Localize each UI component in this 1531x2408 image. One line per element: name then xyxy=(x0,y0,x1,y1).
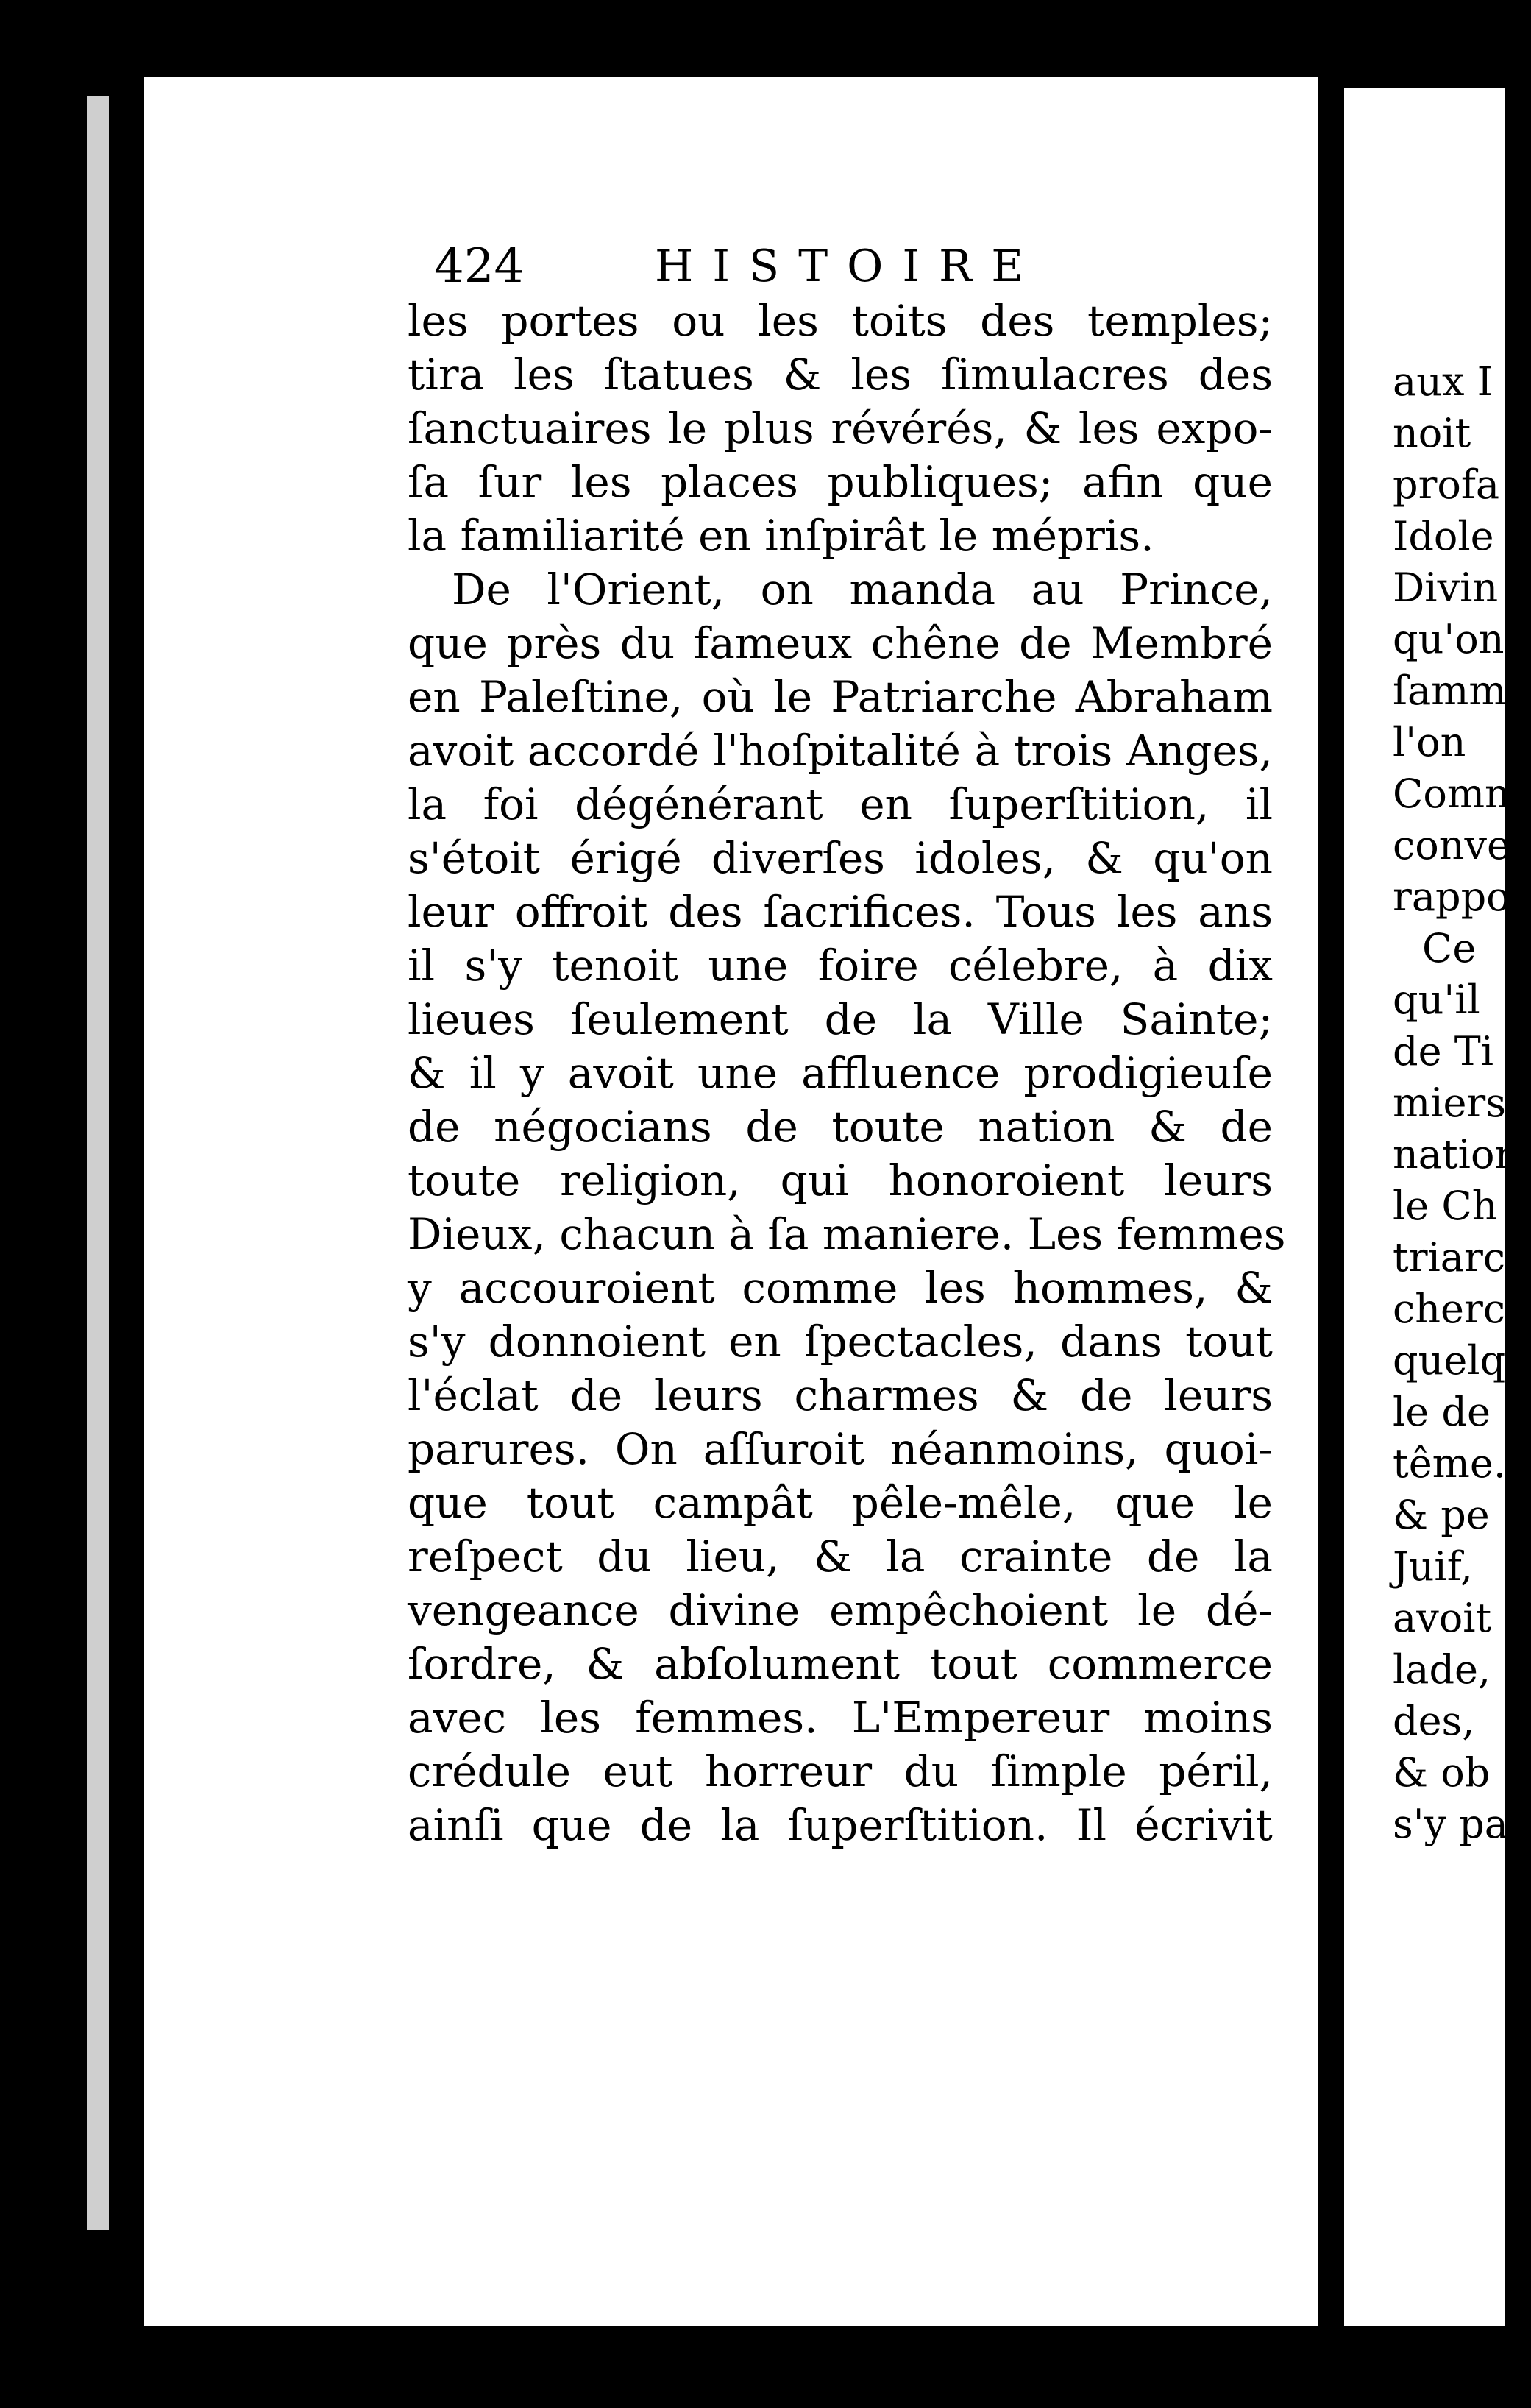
text-line: que près du fameux chêne de Membré xyxy=(408,618,1273,668)
text-line: De l'Orient, on manda au Prince, xyxy=(452,564,1273,615)
text-line: cherch xyxy=(1393,1286,1531,1332)
text-line: vengeance divine empêchoient le dé- xyxy=(408,1585,1273,1635)
text-line: miers xyxy=(1393,1080,1506,1126)
text-line: y accouroient comme les hommes, & xyxy=(408,1263,1273,1313)
text-line: toute religion, qui honoroient leurs xyxy=(408,1155,1273,1205)
text-line: l'éclat de leurs charmes & de leurs xyxy=(408,1370,1273,1420)
right-page-body-text xyxy=(1393,356,1531,1850)
text-line: ſanctuaires le plus révérés, & les expo- xyxy=(408,403,1273,453)
text-line: Idole xyxy=(1393,513,1494,559)
text-line: s'étoit érigé diverſes idoles, & qu'on xyxy=(408,833,1273,883)
text-line: & pe xyxy=(1393,1492,1490,1538)
text-line: triarch xyxy=(1393,1234,1531,1281)
text-line: tira les ſtatues & les ſimulacres des xyxy=(408,350,1273,400)
text-line: en Paleſtine, où le Patriarche Abraham xyxy=(408,672,1273,722)
text-line: l'on xyxy=(1393,719,1466,765)
left-page-edge xyxy=(87,96,109,2230)
text-line: de négocians de toute nation & de xyxy=(408,1102,1273,1152)
text-line: Comm xyxy=(1393,771,1523,817)
running-head-title: HISTOIRE xyxy=(655,241,1043,292)
text-line: ainſi que de la ſuperſtition. Il écrivit xyxy=(408,1800,1273,1850)
left-page-body-text xyxy=(408,294,1286,1852)
text-line: des, xyxy=(1393,1698,1475,1744)
text-line: Ce xyxy=(1422,925,1477,971)
text-line: la familiarité en inſpirât le mépris. xyxy=(408,511,1154,561)
text-line: il s'y tenoit une foire célebre, à dix xyxy=(408,941,1273,991)
text-line: que tout campât pêle-mêle, que le xyxy=(408,1478,1273,1528)
text-line: nation xyxy=(1393,1131,1521,1178)
text-line: s'y donnoient en ſpectacles, dans tout xyxy=(408,1317,1273,1367)
text-line: avec les femmes. L'Empereur moins xyxy=(408,1693,1273,1743)
text-line: Dieux, chacun à ſa maniere. Les femmes xyxy=(408,1209,1286,1259)
text-line: ſa ſur les places publiques; afin que xyxy=(408,457,1273,507)
text-line: les portes ou les toits des temples; xyxy=(408,296,1273,346)
text-line: la foi dégénérant en ſuperſtition, il xyxy=(408,779,1273,829)
text-line: avoit accordé l'hoſpitalité à trois Anges, xyxy=(408,726,1273,776)
text-line: qu'on xyxy=(1393,616,1505,662)
book-gutter xyxy=(1318,77,1344,2326)
text-line: leur offroit des ſacrifices. Tous les ans xyxy=(408,887,1273,937)
text-line: ſordre, & abſolument tout commerce xyxy=(408,1639,1273,1689)
text-line: parures. On aſſuroit néanmoins, quoi- xyxy=(408,1424,1273,1474)
text-line: & ob xyxy=(1393,1749,1491,1796)
text-line: Divin xyxy=(1393,564,1499,611)
text-line: le Ch xyxy=(1393,1183,1498,1229)
text-line: reſpect du lieu, & la crainte de la xyxy=(408,1531,1273,1582)
text-line: avoit xyxy=(1393,1595,1492,1641)
text-line: lade, xyxy=(1393,1646,1491,1693)
text-line: Juif, xyxy=(1393,1543,1473,1590)
text-line: noit xyxy=(1393,410,1471,456)
text-line: le de xyxy=(1393,1389,1491,1435)
text-line: rappo xyxy=(1393,874,1510,920)
text-line: profa xyxy=(1393,461,1500,508)
text-line: aux I xyxy=(1393,358,1493,405)
text-line: lieues ſeulement de la Ville Sainte; xyxy=(408,994,1273,1044)
text-line: conve xyxy=(1393,822,1510,868)
page-number: 424 xyxy=(434,239,525,294)
text-line: crédule eut horreur du ſimple péril, xyxy=(408,1746,1273,1796)
text-line: s'y pa xyxy=(1393,1801,1508,1847)
text-line: quelq xyxy=(1393,1337,1506,1384)
text-line: tême. xyxy=(1393,1440,1506,1487)
text-line: & il y avoit une affluence prodigieuſe xyxy=(408,1048,1273,1098)
running-head xyxy=(434,237,1280,296)
text-line: de Ti xyxy=(1393,1028,1493,1074)
text-line: qu'il xyxy=(1393,977,1480,1023)
text-line: ſamm xyxy=(1393,667,1507,714)
